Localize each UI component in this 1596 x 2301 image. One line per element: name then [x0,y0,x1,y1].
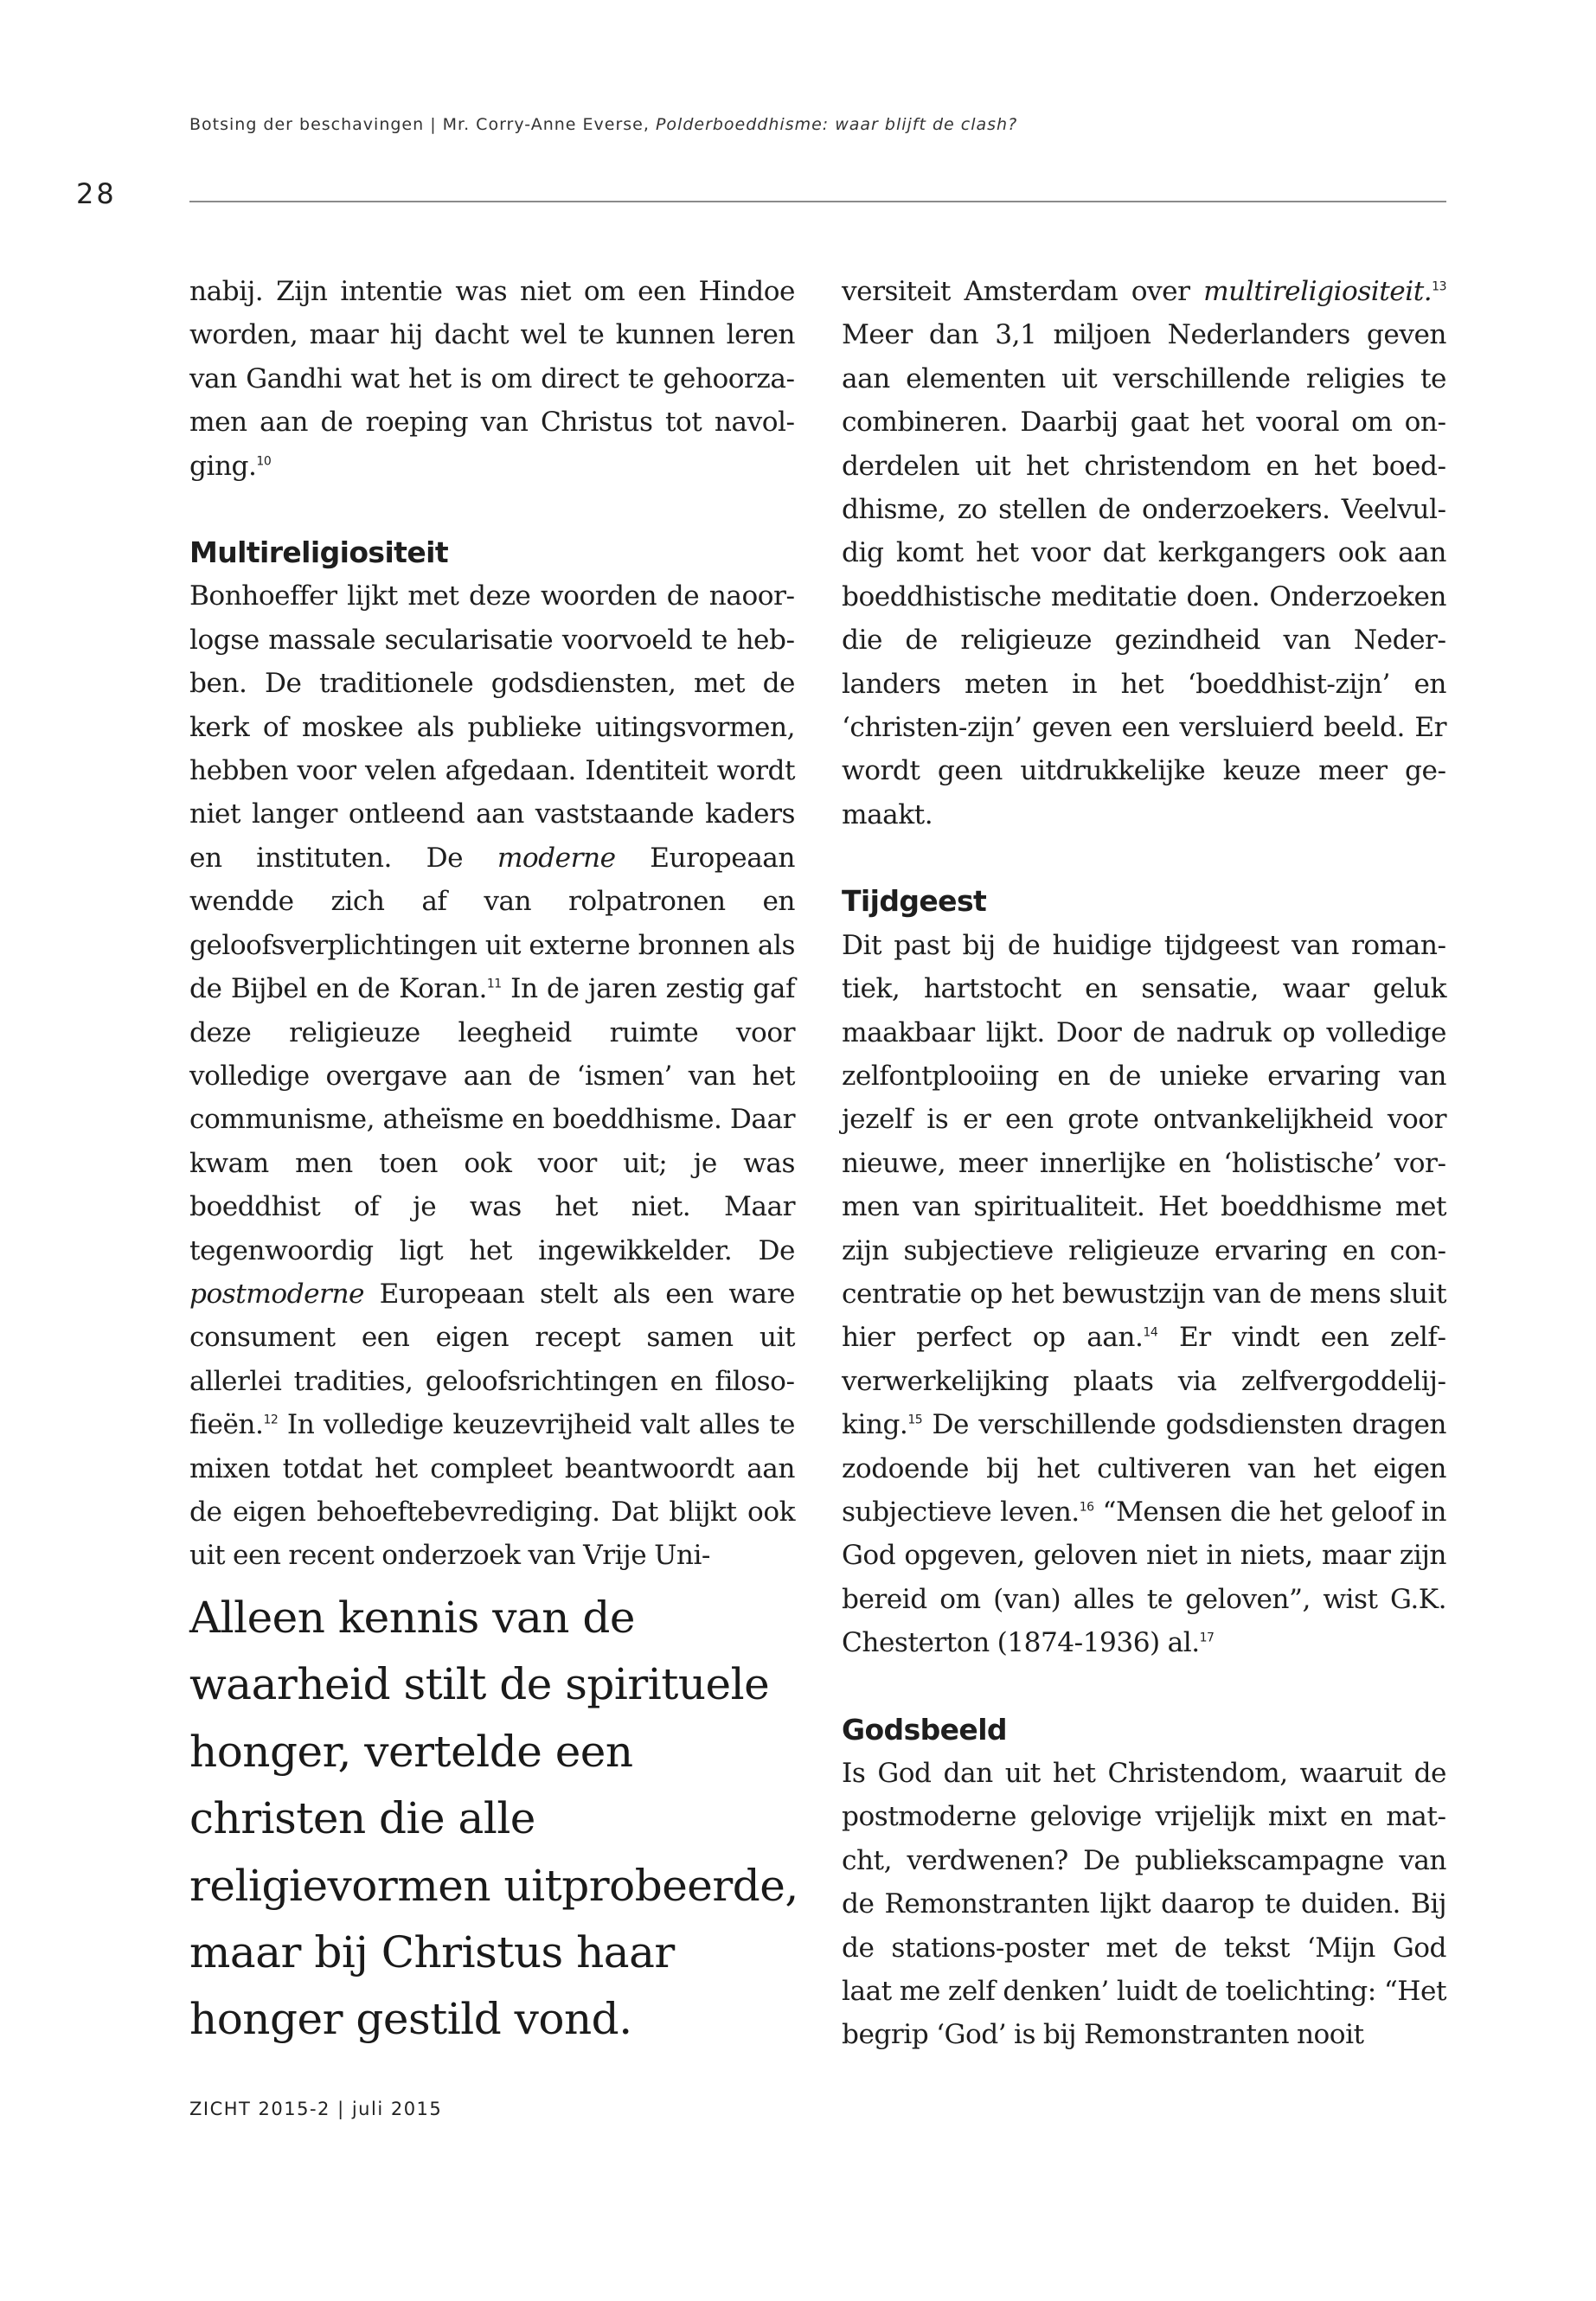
footnote-ref: 15 [907,1413,923,1427]
text-run: Er vindt een zelfverwerkelijking plaats via zelfvergoddelijking. [842,1322,1446,1441]
running-head-title: Polderboeddhisme: waar blijft de clash? [655,115,1018,134]
text-run: Meer dan 3,1 miljoen Nederlanders geven aan elementen uit verschillende religies te combineren. Daarbij gaat het vooral om onderdelen uit het christendom en het boeddhisme, zo stellen de onderzoekers. Veelvuldig komt het voor dat kerkgangers ook aan boeddhistische meditatie doen. Onderzoeken die de religieuze gezindheid van Nederlanders meten in het ‘boeddhist-zijn’ en ‘christen-zijn’ geven een versluierd beeld. Er wordt geen uitdrukkelijke keuze meer gemaakt. [842,319,1446,830]
pull-quote-line: waarheid stilt de spirituele [189,1659,770,1710]
footer-issue: ZICHT 2015-2 | juli 2015 [189,2099,443,2119]
text-run: Europeaan wendde zich af van rolpatronen en geloofsverplichtingen uit externe bronnen als de Bijbel en de Koran. [189,842,795,1005]
running-head [189,115,1017,134]
text-run: In volledige keuzevrijheid valt alles te mixen totdat het compleet beantwoordt aan de eigen behoeftebevrediging. Dat blijkt ook uit een recent onderzoek van Vrije Uni- [189,1409,795,1572]
text-run: Is God dan uit het Christendom, waaruit de postmoderne gelovige vrijelijk mixt en matcht, verdwenen? De publiekscampagne van de Remonstranten lijkt daarop te duiden. Bij de stations-poster met de tekst ‘Mijn God laat me zelf denken’ luidt de toelichting: “Het begrip ‘God’ is bij Remonstranten nooit [842,1758,1446,2051]
right-column [842,270,1446,2057]
paragraph-godsbeeld [842,1752,1446,2057]
page-number: 28 [76,177,117,210]
footnote-ref: 16 [1079,1500,1094,1515]
text-italic: moderne [497,842,616,874]
text-run: De verschillende godsdiensten dragen zodoende bij het cultiveren van het eigen subjectieve leven. [842,1409,1446,1528]
pull-quote-line: honger gestild vond. [189,1994,632,2045]
pull-quote-line: religievormen uitprobeerde, [189,1860,798,1911]
header-rule [189,201,1446,202]
pull-quote [189,1585,812,2054]
footnote-ref: 14 [1143,1325,1158,1340]
footnote-ref: 17 [1199,1631,1215,1645]
pull-quote-line: christen die alle [189,1793,535,1844]
heading-godsbeeld: Godsbeeld [842,1712,1007,1747]
heading-multireligiositeit: Multireligiositeit [189,535,449,570]
paragraph-tijdgeest [842,924,1446,1665]
text-run: Dit past bij de huidige tijdgeest van romantiek, hartstocht en sensatie, waar geluk maakbaar lijkt. Door de nadruk op volledige zelfontplooiing en de unieke ervaring van jezelf is er een grote ontvankelijkheid voor nieuwe, meer innerlijke en ‘holistische’ vormen van spiritualiteit. Het boeddhisme met zijn subjectieve religieuze ervaring en concentratie op het bewustzijn van de mens sluit hier perfect op aan. [842,929,1446,1354]
pull-quote-line: honger, vertelde een [189,1726,633,1777]
text-italic: postmoderne [189,1278,365,1310]
paragraph-continuation [842,270,1446,836]
running-head-left: Botsing der beschavingen | Mr. Corry-Anne Everse, [189,115,656,134]
footnote-ref: 10 [256,454,272,469]
text-run: In de jaren zestig gaf deze religieuze leegheid ruimte voor volledige overgave aan de ‘ismen’ van het communisme, atheïsme en boeddhisme. Daar kwam men toen ook voor uit; je was boeddhist of je was het niet. Maar tegenwoordig ligt het ingewikkelder. De [189,973,795,1266]
text-italic: multireligiositeit. [1203,276,1433,307]
text-run: “Mensen die het geloof in God opgeven, geloven niet in niets, maar zijn bereid om (van) alles te geloven”, wist G.K. Chesterton (1874-1936) al. [842,1496,1447,1659]
left-column [189,270,795,1578]
text-run: Bonhoeffer lijkt met deze woorden de naoorlogse massale secularisatie voorvoeld te hebben. De traditionele godsdiensten, met de kerk of moskee als publieke uitingsvormen, hebben voor velen afgedaan. Identiteit wordt niet langer ontleend aan vaststaande kaders en instituten. De [189,580,795,874]
text-run: versiteit Amsterdam over [842,276,1204,307]
pull-quote-line: Alleen kennis van de [189,1593,635,1643]
heading-tijdgeest: Tijdgeest [842,884,987,919]
paragraph-multireligiositeit [189,574,795,1577]
text-run: Europeaan stelt als een ware consument een eigen recept samen uit allerlei tradities, geloofsrichtingen en filosofieën. [189,1278,795,1441]
pull-quote-line: maar bij Christus haar [189,1927,675,1978]
text-run: nabij. Zijn intentie was niet om een Hindoe worden, maar hij dacht wel te kunnen leren van Gandhi wat het is om direct te gehoorzamen aan de roeping van Christus tot navolging. [189,276,795,482]
footnote-ref: 11 [486,977,502,991]
footnote-ref: 13 [1432,279,1446,294]
paragraph-intro [189,270,795,488]
footnote-ref: 12 [263,1413,279,1427]
